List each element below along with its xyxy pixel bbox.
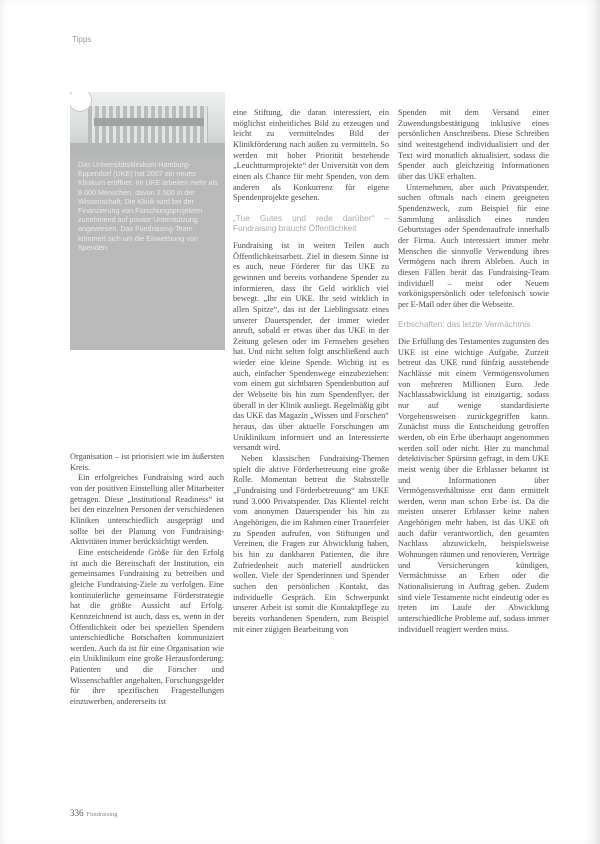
paragraph: Eine entscheidende Größe für den Erfolg ist auch die Bereitschaft der Institution, ein gemeinsames Fundraising zu betreiben und gleiche Fundraising-Ziele zu verfolgen. Eine kontinuierliche gemeinsame Förderstrategie hat die größte Aussicht auf Erfolg. Kennzeichnend ist auch, dass es, wenn in der Öffentlichkeit oder bei speziellen Spendern unterschiedliche Botschaften kommuniziert werden. Auch da ist für eine Organisation wie ein Uniklinikum eine große Herausforderung: Patienten und die Forscher und Wissenschaftler angehalten, Forschungsgelder für ihre spezifischen Fragestellungen einzuwerben, andererseits ist xyxy=(70,547,224,707)
building-band xyxy=(94,118,204,126)
paragraph: Fundraising ist in weiten Teilen auch Öffentlichkeitsarbeit. Ziel in diesem Sinne ist es auch, neue Förderer für das UKE zu gewinnen und bereits vorhandene Spender zu informieren, dass ihr Geld wirklich viel bewegt. „Ihr ein UKE. Ihr seid wirklich in allen Spitze“, das ist der Lieblingssatz eines unserer Dauerspender, der immer wieder anruft, sobald er etwas über das UKE in der Zeitung gelesen oder im Fernsehen gesehen hat. Und nicht selten folgt anschließend auch wieder eine kleine Spende. Wichtig ist es auch, einfacher Spendenwege einzubeziehen: vom einem gut sichtbaren Spendenbutton auf der Webseite bis hin zum Spendenflyer, der überall in der Klinik ausliegt. Regelmäßig gibt das UKE das Magazin „Wissen und Forschen“ heraus, das über aktuelle Forschungen am Uniklinikum informiert und an Interessierte versandt wird. xyxy=(233,240,389,453)
paragraph: Spenden mit dem Versand einer Zuwendungsbestätigung inklusive eines persönlichen Anschreibens. Diese Schreiben sind weitestgehend individualisiert und der Text wird monatlich aktualisiert, sodass die Spender auch gleichzeitig Informationen über das UKE erhalten. xyxy=(398,108,549,181)
column-left xyxy=(70,452,224,708)
column-right xyxy=(398,108,549,635)
paragraph: eine Stiftung, die daran interessiert, ein möglichst einheitliches Bild zu erzeugen und leicht zu vermittelndes Bild der Klinikförderung nach außen zu vermitteln. So werden mit hoher Priorität bestehende „Leuchtturmprojekte“ der Universität von dem einen als Chance für mehr Spenden, von dem anderen als Konkurrenz für eigene Spendenprojekte gesehen. xyxy=(233,108,389,203)
paragraph: Unternehmen, aber auch Privatspender, suchen oftmals nach einem geeigneten Spendenzweck, zum Beispiel für eine Sammlung anlässlich eines runden Geburtstages oder Spendenaufrufe innerhalb der Firma. Auch interessiert immer mehr Menschen die sinnvolle Verwendung ihres Vermögens nach ihrem Ableben. Auch in diesen Fällen berät das Fundraising-Team individuell – meist oder Neuem vorkönigspersönlich oder telefonisch sowie per E-Mail oder über die Webseite. xyxy=(398,182,549,309)
paragraph: Neben klassischen Fundraising-Themen spielt die aktive Förderbetreuung eine große Rolle. Momentan betreut die Stabsstelle „Fundraising und Förderbetreuung“ am UKE rund 3.000 Privatspender. Das Klientel reicht vom anonymen Dauerspender bis hin zu Angehörigen, die im Rahmen einer Trauerfeier zu Spenden aufrufen, von Stiftungen und Vereinen, die Fragen zur Abwicklung haben, bis hin zu dankbaren Patienten, die ihre Zufriedenheit auch materiell ausdrücken wollen. Viele der Spenderinnen und Spender suchen den persönlichen Kontakt, das individuelle Gespräch. Ein Schwerpunkt unserer Arbeit ist somit die Kontaktpflege zu bereits vorhandenen Spendern, zum Beispiel mit einer zügigen Bearbeitung von xyxy=(233,454,389,634)
section-heading: Erbschaften: das letzte Vermächtnis xyxy=(398,319,531,330)
paragraph: Organisation – ist priorisiert wie im äußersten Kreis. xyxy=(70,452,224,472)
photo-caption: Das Universitätsklinikum Hamburg-Eppendorf (UKE) hat 2007 ein neues Klinikum eröffnet. Im UKE arbeiten mehr als 8.000 Menschen, davon 2.500 in der Wissenschaft. Die Klinik wird bei der Finanzierung von Forschungsprojekten zunehmend auf private Unterstützung angewiesen. Das Fundraising-Team kümmert sich um die Einwerbung von Spenden. xyxy=(78,160,218,252)
page-number: 336 xyxy=(70,808,84,818)
page-folio xyxy=(70,808,118,818)
ground-strip xyxy=(70,143,225,155)
publication-name: Fundraising xyxy=(86,811,118,818)
paragraph: Die Erfüllung des Testamentes zugunsten des UKE ist eine wichtige Aufgabe. Zurzeit betreut das UKE rund fünfzig ausstehende Nachlässe mit einem Vermögensvolumen von mehreren Millionen Euro. Jede Nachlassabwicklung ist einzigartig, sodass nur auf wenige standardisierte Vorgehensweisen zurückgegriffen kann. Zunächst muss die Entscheidung getroffen werden, ob ein Erbe überhaupt angenommen werden soll oder nicht. Hier zu manchmal detektivischer Spürsinn gefragt, in dem UKE meist wenig über die Erblasser bekannt ist und Informationen über Vermögensverhältnisse erst dann ermittelt werden, wenn man schon Erbe ist. Da die meisten unserer Erblasser keine nahen Angehörigen mehr haben, ist das UKE oft auch dafür verantwortlich, den gesamten Nachlass abzuwickeln, beispielsweise Wohnungen räumen und renovieren, Verträge und Versicherungen kündigen, Vermächtnisse an Erben oder die Nationalisierung in Auftrag geben. Zudem sind viele Testamente nicht eindeutig oder es treten im Laufe der Abwicklung unterschiedliche Probleme auf, sodass immer individuell reagiert werden muss. xyxy=(398,336,550,634)
section-heading: „Tue Gutes und rede darüber“ – Fundraising braucht Öffentlichkeit xyxy=(233,212,389,234)
column-middle xyxy=(233,108,389,635)
hospital-photo xyxy=(70,92,225,155)
section-label: Tipps xyxy=(72,35,92,44)
paragraph: Ein erfolgreiches Fundraising wird auch von der positiven Einstellung aller Mitarbeiter getragen. Diese „Institutional Readiness“ ist bei den einzelnen Personen der verschiedenen Kliniken unterschiedlich ausgeprägt und sollte bei der Planung von Fundraising-Aktivitäten immer berücksichtigt werden. xyxy=(70,473,224,547)
